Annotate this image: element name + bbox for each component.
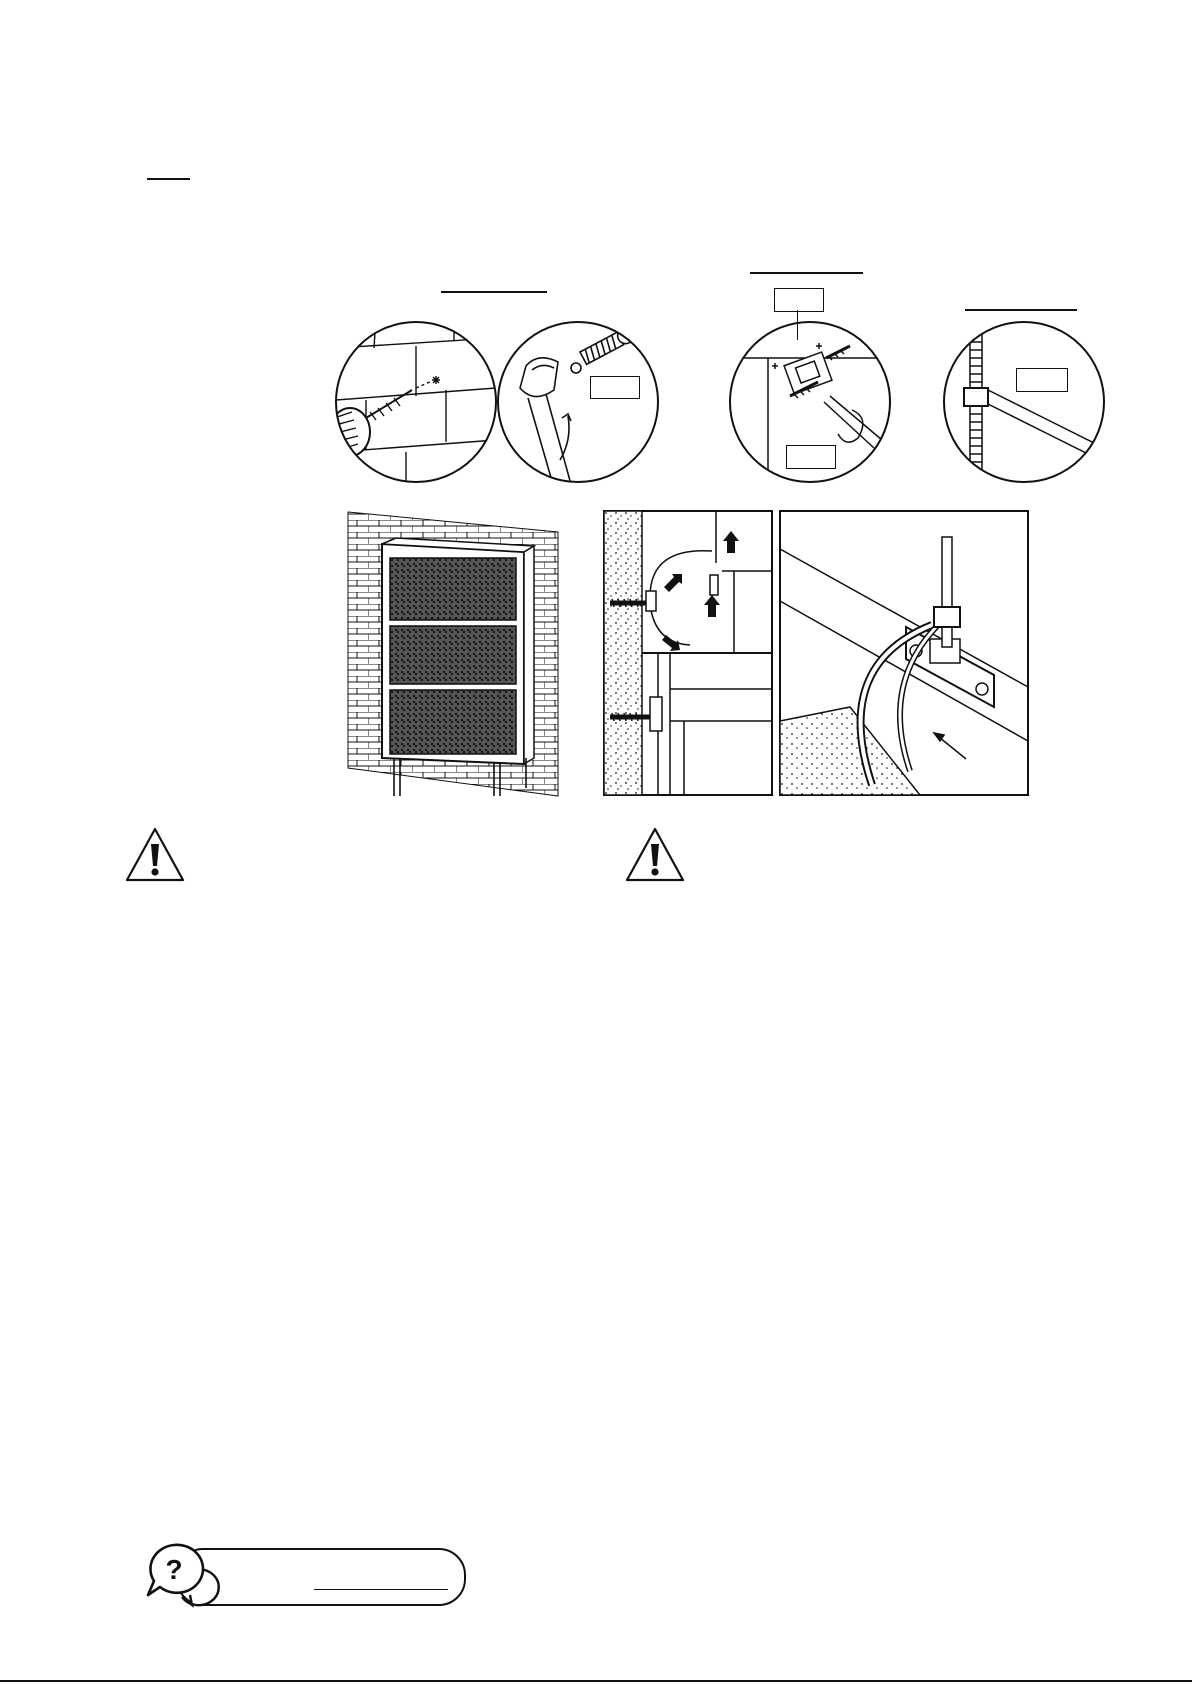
label-wall-plug — [590, 376, 640, 399]
help-link-underline[interactable] — [314, 1589, 448, 1590]
cable-tie-detail-illustration — [944, 318, 1104, 488]
hammer-plug-illustration — [498, 318, 658, 488]
section-label-bracket-underline — [750, 272, 863, 274]
section-label-drill-underline — [441, 291, 547, 293]
tie-detail-panel-illustration — [780, 511, 1030, 795]
warning-triangle-icon — [124, 826, 186, 884]
cabinet-brick-wall-illustration — [346, 508, 562, 796]
label-bracket — [774, 288, 824, 312]
page-bottom-rule — [0, 1680, 1192, 1682]
section-label-tie-underline — [965, 309, 1077, 311]
bracket-label-leader — [797, 310, 798, 340]
drill-wall-illustration — [336, 318, 496, 488]
svg-text:?: ? — [165, 1554, 183, 1585]
label-cable-tie — [1016, 368, 1068, 392]
question-chat-icon — [144, 1541, 220, 1615]
label-screw — [786, 445, 836, 469]
warning-triangle-icon — [624, 826, 686, 884]
step-heading-underline — [147, 178, 190, 180]
tie-cross-section-illustration — [604, 511, 774, 795]
